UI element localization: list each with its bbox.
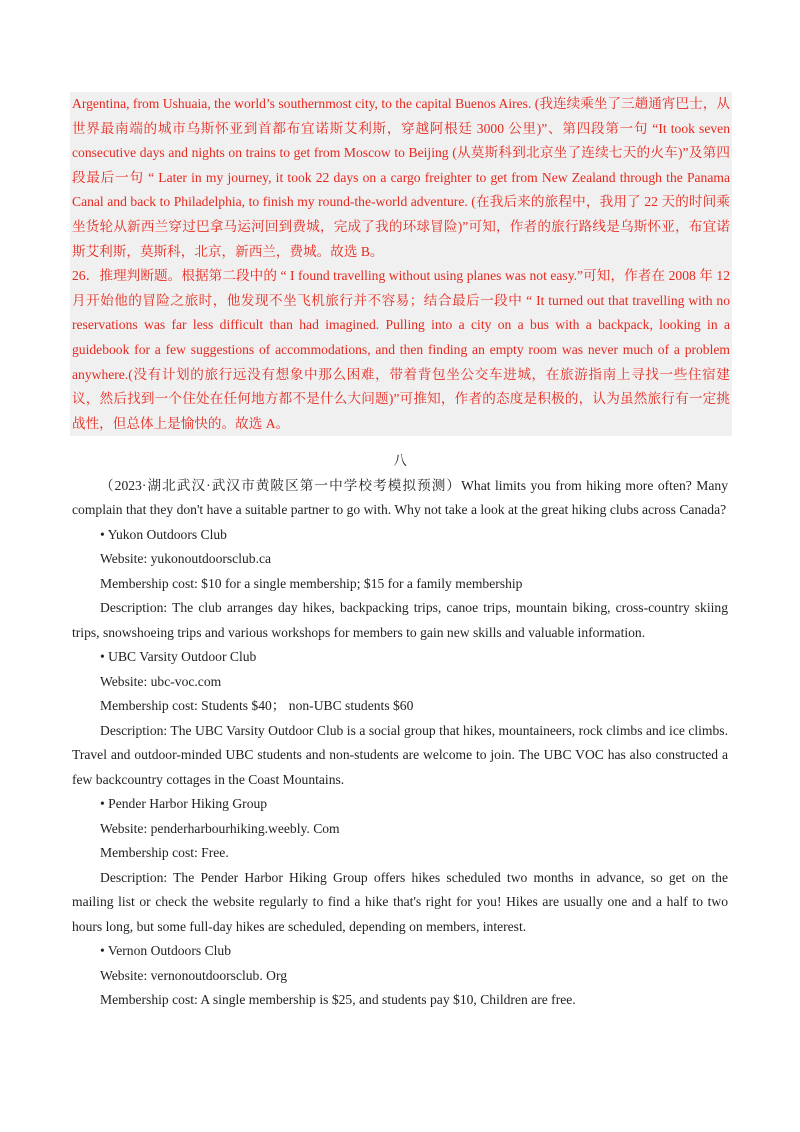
club-name: • Yukon Outdoors Club <box>100 526 227 542</box>
club-name: • Vernon Outdoors Club <box>100 943 232 958</box>
answer-paragraph: 26．推理判断题。根据第二段中的 “ I found travelling without using planes was not easy.”可知，作者在 2008 年 12 月开始他的冒险之旅时，他发现不坐飞机旅行并不容易；结合最后一段中 “ It turned out that travelling with no reservations was far less difficult than had imagined. Pulling into a city on a bus with a backpack, looking in a guidebook for a few suggestions of accommodations, and then finding an empty room was never much of a problem anywhere.(没有计划的旅行远没有想象中那么困难，带着背包坐公交车进城，在旅游指南上寻找一些住宿建议，然后找到一个住处在任何地方都不是什么大问题)”可推知，作者的态度是积极的，认为虽然旅行有一定挑战性，但总体上是愉快的。故选 A。 <box>72 268 730 431</box>
club-cost: Membership cost: $10 for a single membership; $15 for a family membership <box>100 575 523 591</box>
section-number: 八 <box>393 453 407 468</box>
club-description: Description: The UBC Varsity Outdoor Club is a social group that hikes, mountaineers, rock climbs and ice climbs. Travel and outdoor-minded UBC students and non-students are welcome to join. The UBC VOC has also constructed a few backcountry cottages in the Coast Mountains. <box>72 722 728 787</box>
answer-paragraph: Argentina, from Ushuaia, the world’s southernmost city, to the capital Buenos Aires. (我连续乘坐了三趟通宵巴士，从世界最南端的城市乌斯怀亚到首都布宜诺斯艾利斯，穿越阿根廷 3000 公里)”、第四段第一句 “It took seven consecutive days and nights on trains to get from Moscow to Beijing (从莫斯科到北京坐了连续七天的火车)”及第四段最后一句 “ Later in my journey, it took 22 days on a cargo freighter to get from New Zealand through the Panama Canal and back to Philadelphia, to finish my round-the-world adventure. (在我后来的旅程中，我用了 22 天的时间乘坐货轮从新西兰穿过巴拿马运河回到费城，完成了我的环球冒险)”可知，作者的旅行路线是乌斯怀亚，布宜诺斯艾利斯，莫斯科，北京，新西兰，费城。故选 B。 <box>72 96 730 259</box>
club-website: Website: penderharbourhiking.weebly. Com <box>100 820 340 836</box>
club-website: Website: ubc-voc.com <box>100 673 222 689</box>
club-cost: Membership cost: A single membership is $25, and students pay $10, Children are free. <box>100 992 576 1007</box>
answer-explanation <box>70 92 732 436</box>
club-name: • UBC Varsity Outdoor Club <box>100 649 257 664</box>
club-name: • Pender Harbor Hiking Group <box>100 796 268 811</box>
club-cost: Membership cost: Students $40； non-UBC students $60 <box>100 698 414 713</box>
club-cost: Membership cost: Free. <box>100 845 229 860</box>
club-website: Website: vernonoutdoorsclub. Org <box>100 967 288 983</box>
passage-intro: （2023·湖北武汉·武汉市黄陂区第一中学校考模拟预测）What limits you from hiking more often? Many complain that they don't have a suitable partner to go with. Why not take a look at the great hiking clubs across Canada? <box>72 477 728 517</box>
club-description: Description: The club arranges day hikes, backpacking trips, canoe trips, mountain biking, cross-country skiing trips, snowshoeing trips and various workshops for members to gain new skills and valuable information. <box>72 600 728 640</box>
club-description: Description: The Pender Harbor Hiking Group offers hikes scheduled two months in advance, so get on the mailing list or check the website regularly to find a hike that's right for you! Hikes are usually one and a half to two hours long, but some full-day hikes are scheduled, depending on members, interest. <box>72 869 728 934</box>
reading-passage <box>72 449 728 1013</box>
club-website: Website: yukonoutdoorsclub.ca <box>100 551 272 566</box>
